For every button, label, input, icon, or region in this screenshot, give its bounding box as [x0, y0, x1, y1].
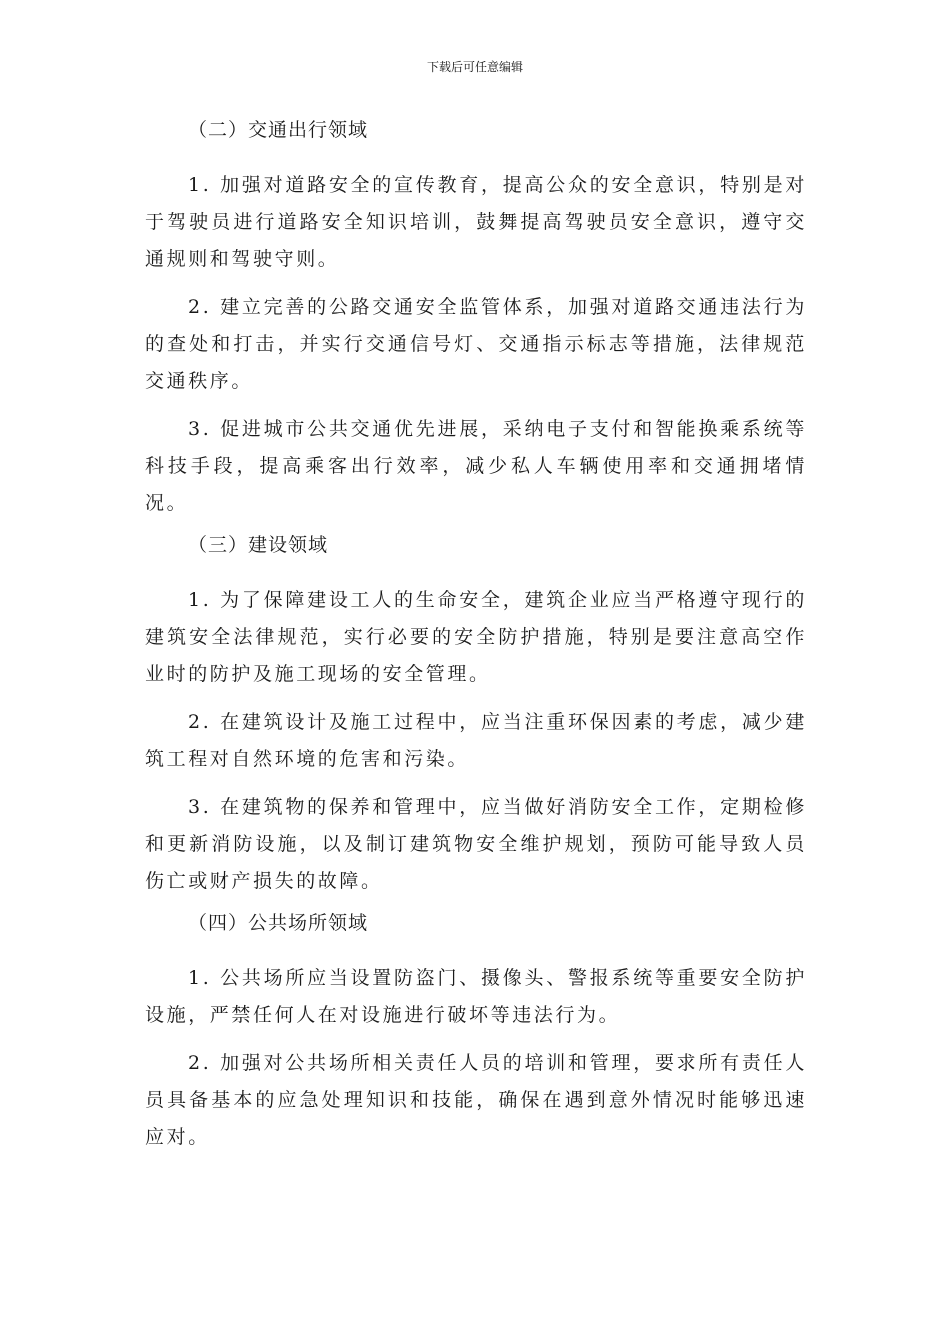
section-heading-traffic: （二）交通出行领域 — [188, 119, 369, 141]
section-heading-public-places: （四）公共场所领域 — [188, 912, 369, 934]
paragraph-traffic-2: 2. 建立完善的公路交通安全监管体系，加强对道路交通违法行为的查处和打击，并实行交通信号灯、交通指示标志等措施，法律规范交通秩序。 — [145, 296, 807, 392]
paragraph-traffic-1: 1. 加强对道路安全的宣传教育，提高公众的安全意识，特别是对于驾驶员进行道路安全知识培训，鼓舞提高驾驶员安全意识，遵守交通规则和驾驶守则。 — [145, 174, 807, 270]
paragraph-construction-1: 1. 为了保障建设工人的生命安全，建筑企业应当严格遵守现行的建筑安全法律规范，实行必要的安全防护措施，特别是要注意高空作业时的防护及施工现场的安全管理。 — [145, 589, 807, 685]
page-header: 下载后可任意编辑 — [426, 60, 523, 74]
section-heading-construction: （三）建设领域 — [188, 534, 329, 556]
paragraph-construction-2: 2. 在建筑设计及施工过程中，应当注重环保因素的考虑，减少建筑工程对自然环境的危害和污染。 — [145, 711, 807, 770]
paragraph-public-places-2: 2. 加强对公共场所相关责任人员的培训和管理，要求所有责任人员具备基本的应急处理知识和技能，确保在遇到意外情况时能够迅速应对。 — [145, 1052, 807, 1148]
paragraph-public-places-1: 1. 公共场所应当设置防盗门、摄像头、警报系统等重要安全防护设施，严禁任何人在对设施进行破坏等违法行为。 — [145, 967, 807, 1026]
paragraph-construction-3: 3. 在建筑物的保养和管理中，应当做好消防安全工作，定期检修和更新消防设施，以及制订建筑物安全维护规划，预防可能导致人员伤亡或财产损失的故障。 — [145, 796, 807, 892]
document-body — [145, 118, 807, 1156]
paragraph-traffic-3: 3. 促进城市公共交通优先进展，采纳电子支付和智能换乘系统等科技手段，提高乘客出行效率，减少私人车辆使用率和交通拥堵情况。 — [145, 418, 807, 514]
